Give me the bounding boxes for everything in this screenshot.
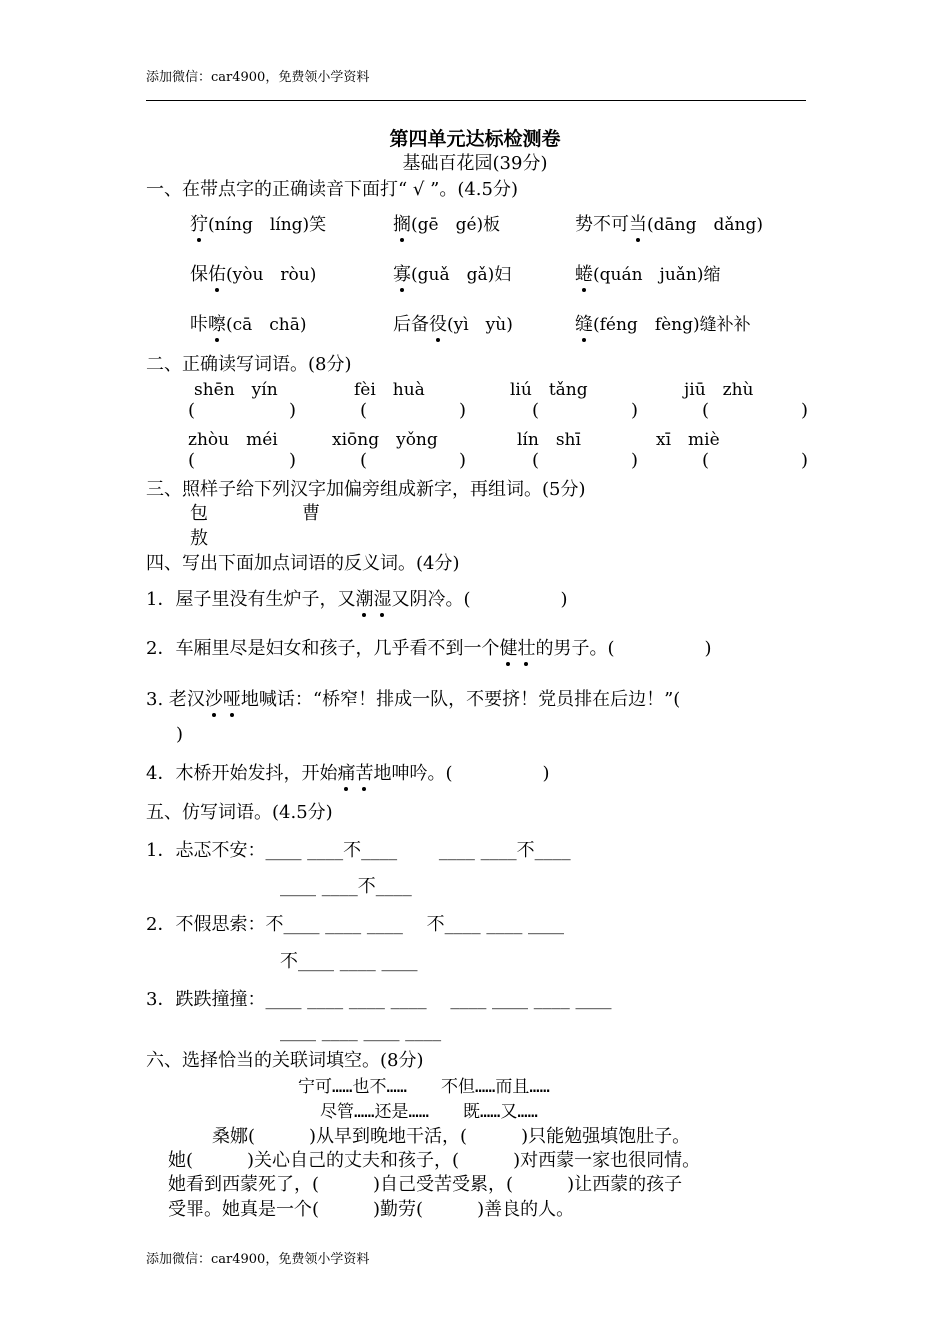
s5-q1-line1[interactable]: 1．忐忑不安：____ ____不____ ____ ____不____	[146, 840, 571, 861]
char-ao: 敖	[190, 528, 208, 549]
header-divider	[146, 100, 806, 101]
connectives-row-1: 宁可……也不…… 不但……而且……	[298, 1077, 550, 1097]
s4-question-2: 2．车厢里尽是妇女和孩子，几乎看不到一个健壮的男子。( )	[146, 634, 712, 660]
s6-paragraph-line: 受罪。她真是一个( )勤劳( )善良的人。	[168, 1199, 575, 1220]
s5-q3-line1[interactable]: 3．跌跌撞撞：____ ____ ____ ____ ____ ____ ____ ____	[146, 989, 612, 1010]
s1-item: 咔嚓(cā chā)	[190, 310, 307, 336]
s4-question-3: 3. 老汉沙哑地喊话：“桥窄！排成一队，不要挤！党员排在后边！”(	[146, 685, 680, 711]
s4-question-1: 1．屋子里没有生炉子，又潮湿又阴冷。( )	[146, 585, 568, 611]
s1-item: 势不可当(dāng dǎng)	[575, 210, 763, 236]
pinyin-2: fèi huà	[354, 380, 425, 400]
section-4-heading: 四、写出下面加点词语的反义词。(4分)	[146, 553, 460, 574]
s6-paragraph-line: 桑娜( )从早到晚地干活，( )只能勉强填饱肚子。	[212, 1126, 691, 1147]
pinyin-1: shēn yín	[194, 380, 278, 400]
s4-question-4: 4．木桥开始发抖，开始痛苦地呻吟。( )	[146, 759, 550, 785]
section-6-heading: 六、选择恰当的关联词填空。(8分)	[146, 1050, 424, 1071]
pinyin-3: liú tǎng	[510, 380, 588, 400]
s1-item: 狞(níng líng)笑	[190, 210, 326, 236]
section-5-heading: 五、仿写词语。(4.5分)	[146, 802, 333, 823]
pinyin-5: zhòu méi	[188, 430, 278, 450]
footer-note: 添加微信：car4900，免费领小学资料	[146, 1252, 370, 1267]
s5-q2-line2[interactable]: 不____ ____ ____	[280, 951, 418, 972]
answer-bracket[interactable]: ( )	[360, 400, 466, 421]
s6-paragraph-line: 她看到西蒙死了，( )自己受苦受累，( )让西蒙的孩子	[168, 1174, 683, 1195]
pinyin-4: jiū zhù	[684, 380, 754, 400]
s1-item: 保佑(yòu ròu)	[190, 260, 316, 286]
s4-question-3-cont: )	[176, 724, 184, 745]
s1-item: 蜷(quán juǎn)缩	[575, 260, 720, 286]
pinyin-6: xiōng yǒng	[332, 430, 438, 450]
page-title: 第四单元达标检测卷	[389, 128, 561, 150]
pinyin-8: xī miè	[656, 430, 720, 450]
section-1-heading: 一、在带点字的正确读音下面打“ √ ”。(4.5分)	[146, 179, 518, 200]
connectives-row-2: 尽管……还是…… 既……又……	[320, 1102, 538, 1122]
answer-bracket[interactable]: ( )	[532, 400, 638, 421]
s1-item: 搁(gē gé)板	[393, 210, 500, 236]
answer-bracket[interactable]: ( )	[188, 450, 296, 471]
char-cao: 曹	[302, 503, 320, 524]
answer-bracket[interactable]: ( )	[702, 450, 808, 471]
answer-bracket[interactable]: ( )	[360, 450, 466, 471]
s1-item: 寡(guǎ gǎ)妇	[393, 260, 511, 286]
answer-bracket[interactable]: ( )	[188, 400, 296, 421]
s5-q2-line1[interactable]: 2．不假思索：不____ ____ ____ 不____ ____ ____	[146, 914, 565, 935]
s5-q1-line2[interactable]: ____ ____不____	[280, 876, 412, 897]
answer-bracket[interactable]: ( )	[532, 450, 638, 471]
section-3-heading: 三、照样子给下列汉字加偏旁组成新字，再组词。(5分)	[146, 479, 586, 500]
pinyin-7: lín shī	[517, 430, 581, 450]
section-2-heading: 二、正确读写词语。(8分)	[146, 354, 352, 375]
char-bao: 包	[190, 503, 208, 524]
s1-item: 后备役(yì yù)	[393, 310, 513, 336]
s1-item: 缝(féng fèng)缝补补	[575, 310, 751, 336]
answer-bracket[interactable]: ( )	[702, 400, 808, 421]
s5-q3-line2[interactable]: ____ ____ ____ ____	[280, 1021, 442, 1042]
header-note: 添加微信：car4900，免费领小学资料	[146, 70, 370, 85]
s6-paragraph-line: 她( )关心自己的丈夫和孩子，( )对西蒙一家也很同情。	[168, 1150, 701, 1171]
page-subtitle: 基础百花园(39分)	[402, 153, 548, 174]
